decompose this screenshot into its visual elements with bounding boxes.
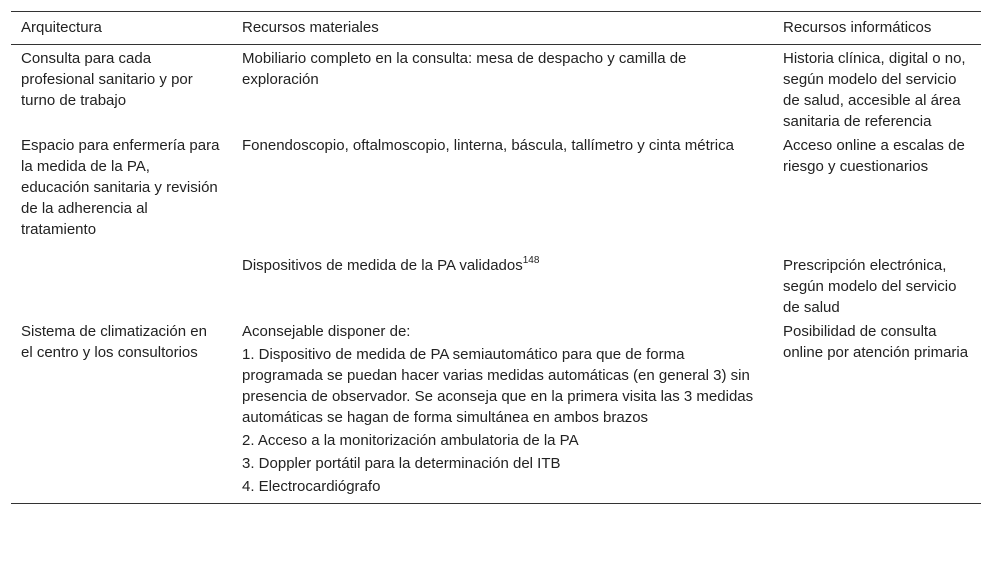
table-header-row — [11, 12, 981, 45]
cell-arquitectura: Sistema de climatización en el centro y los consultorios — [21, 323, 207, 361]
header-recursos-materiales: Recursos materiales — [242, 19, 379, 36]
table-row — [11, 45, 981, 133]
cell-materiales — [232, 318, 773, 504]
header-recursos-informaticos: Recursos informáticos — [783, 19, 932, 36]
cell-arquitectura — [11, 252, 232, 318]
cell-arquitectura: Consulta para cada profesional sanitario y por turno de trabajo — [21, 50, 193, 109]
table-row — [11, 252, 981, 318]
table-row — [11, 132, 981, 252]
cell-informaticos: Posibilidad de consulta online por atención primaria — [783, 323, 969, 361]
cell-materiales: Mobiliario completo en la consulta: mesa de despacho y camilla de exploración — [242, 50, 687, 88]
list-item: 3. Doppler portátil para la determinación del ITB — [242, 455, 561, 472]
cell-informaticos: Acceso online a escalas de riesgo y cuestionarios — [783, 137, 965, 175]
reference-superscript: 148 — [522, 255, 540, 266]
materiales-text: Dispositivos de medida de la PA validados — [242, 257, 523, 274]
cell-informaticos: Prescripción electrónica, según modelo del servicio de salud — [783, 257, 957, 316]
list-item: 2. Acceso a la monitorización ambulatoria de la PA — [242, 432, 579, 449]
cell-arquitectura: Espacio para enfermería para la medida de la PA, educación sanitaria y revisión de la adherencia al tratamiento — [21, 137, 220, 238]
list-item: 1. Dispositivo de medida de PA semiautomático para que de forma programada se puedan hacer varias medidas automáticas (en general 3) sin presencia de observador. Se aconseja que en la primera visita las 3 medidas automáticas se hagan de forma simultánea en ambos brazos — [242, 346, 754, 426]
cell-materiales: Fonendoscopio, oftalmoscopio, linterna, báscula, tallímetro y cinta métrica — [242, 137, 734, 154]
cell-informaticos: Historia clínica, digital o no, según modelo del servicio de salud, accesible al área sanitaria de referencia — [783, 50, 966, 130]
header-arquitectura: Arquitectura — [21, 19, 102, 36]
materiales-intro: Aconsejable disponer de: — [242, 323, 411, 340]
resources-table-container — [11, 11, 981, 504]
cell-materiales — [232, 252, 773, 318]
list-item: 4. Electrocardiógrafo — [242, 478, 381, 495]
resources-table — [11, 11, 981, 504]
table-row — [11, 318, 981, 504]
